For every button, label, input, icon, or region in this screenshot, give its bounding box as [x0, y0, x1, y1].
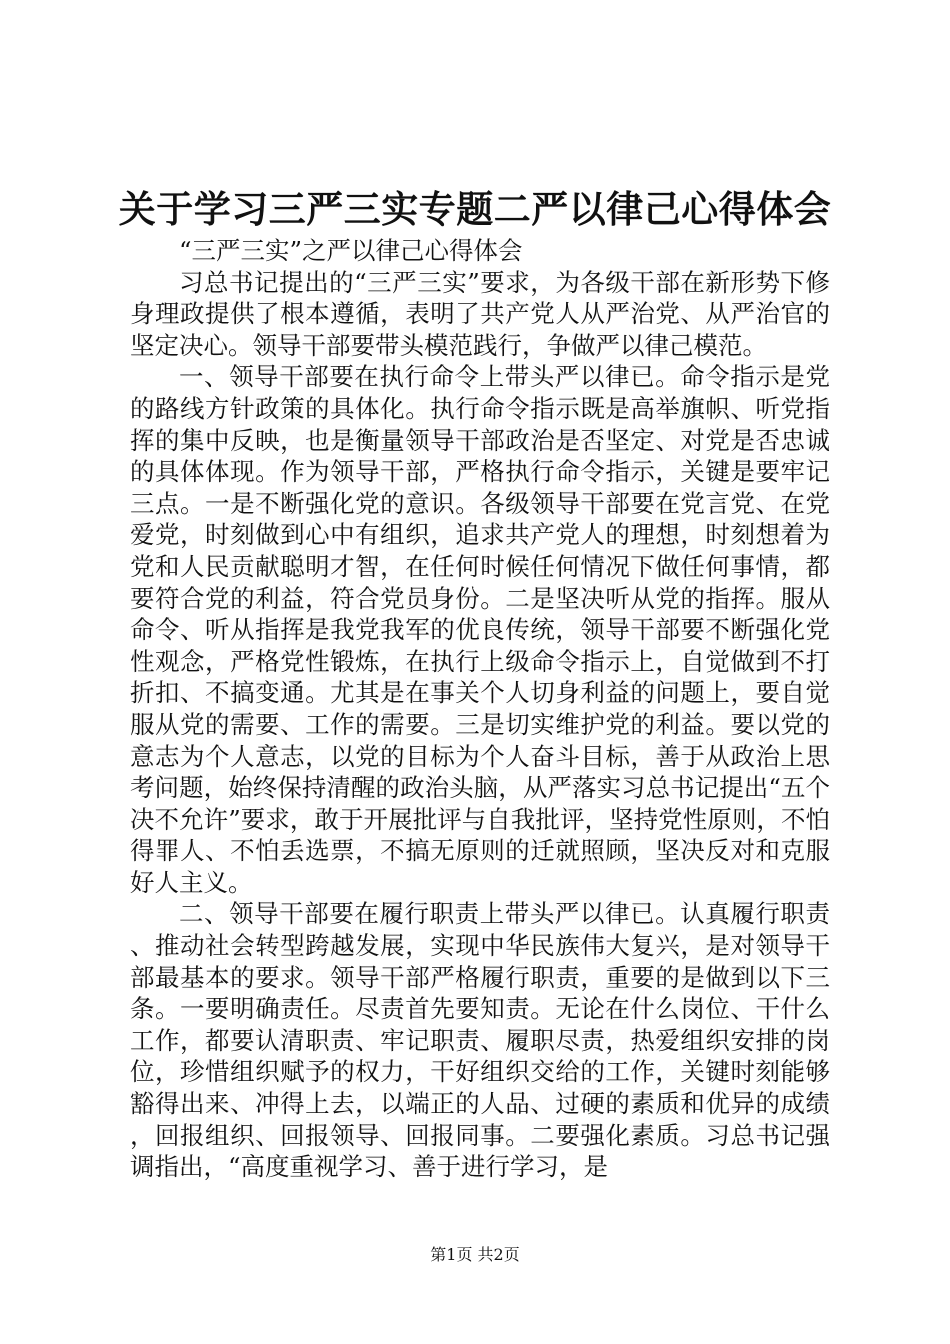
document-body — [130, 235, 830, 1183]
section-one-paragraph: 一、领导干部要在执行命令上带头严以律已。命令指示是党的路线方针政策的具体化。执行命令指示既是高举旗帜、听党指挥的集中反映，也是衡量领导干部政治是否坚定、对党是否忠诚的具体体现。作为领导干部，严格执行命令指示，关键是要牢记三点。一是不断强化党的意识。各级领导干部要在党言党、在党爱党，时刻做到心中有组织，追求共产党人的理想，时刻想着为党和人民贡献聪明才智，在任何时候任何情况下做任何事情，都要符合党的利益，符合党员身份。二是坚决听从党的指挥。服从命令、听从指挥是我党我军的优良传统，领导干部要不断强化党性观念，严格党性锻炼，在执行上级命令指示上，自觉做到不打折扣、不搞变通。尤其是在事关个人切身利益的问题上，要自觉服从党的需要、工作的需要。三是切实维护党的利益。要以党的意志为个人意志，以党的目标为个人奋斗目标，善于从政治上思考问题，始终保持清醒的政治头脑，从严落实习总书记提出“五个决不允许”要求，敢于开展批评与自我批评，坚持党性原则，不怕得罪人、不怕丢选票，不搞无原则的迁就照顾，坚决反对和克服好人主义。 — [130, 362, 830, 897]
subtitle-paragraph: “三严三实”之严以律己心得体会 — [179, 236, 523, 265]
section-two-paragraph: 二、领导干部要在履行职责上带头严以律已。认真履行职责、推动社会转型跨越发展，实现中华民族伟大复兴，是对领导干部最基本的要求。领导干部严格履行职责，重要的是做到以下三条。一要明确责任。尽责首先要知责。无论在什么岗位、干什么工作，都要认清职责、牢记职责、履职尽责，热爱组织安排的岗位，珍惜组织赋予的权力，干好组织交给的工作，关键时刻能够豁得出来、冲得上去，以端正的人品、过硬的素质和优异的成绩，回报组织、回报领导、回报同事。二要强化素质。习总书记强调指出，“高度重视学习、善于进行学习，是 — [130, 899, 830, 1182]
document-title: 关于学习三严三实专题二严以律己心得体会 — [118, 187, 832, 231]
page-number: 第1页 共2页 — [430, 1245, 520, 1264]
intro-paragraph: 习总书记提出的“三严三实”要求，为各级干部在新形势下修身理政提供了根本遵循，表明了共产党人从严治党、从严治官的坚定决心。领导干部要带头模范践行，争做严以律己模范。 — [130, 267, 830, 360]
